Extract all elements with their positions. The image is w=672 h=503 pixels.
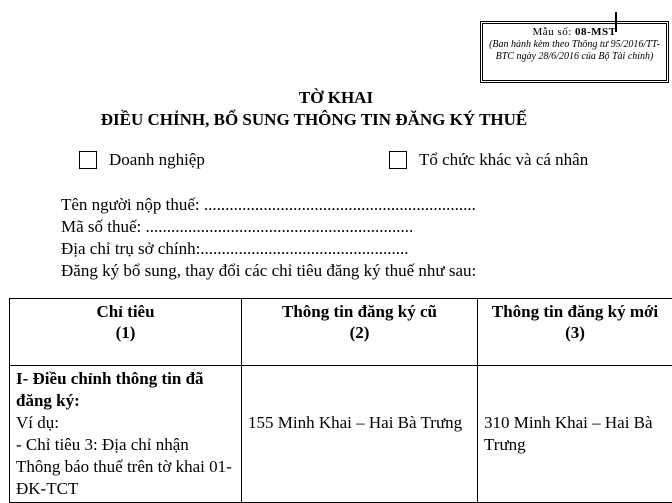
- example-label: Ví dụ:: [16, 412, 235, 434]
- taxpayer-name-field: Tên người nộp thuế: ................................................................: [61, 195, 476, 215]
- form-legal-note: (Ban hành kèm theo Thông tư 95/2016/TT-BTC ngày 28/6/2016 của Bộ Tài chính): [483, 39, 666, 63]
- form-code-value: 08-MST: [575, 26, 617, 38]
- tax-code-field: Mã số thuế: ...............................................................: [61, 217, 413, 237]
- option-enterprise[interactable]: [79, 150, 205, 170]
- enterprise-label: Doanh nghiệp: [109, 150, 205, 170]
- criteria-cell: [10, 366, 242, 503]
- old-value: 155 Minh Khai – Hai Bà Trưng: [248, 412, 471, 434]
- header-new-info: Thông tin đăng ký mới (3): [478, 299, 672, 366]
- other-checkbox[interactable]: [389, 151, 407, 169]
- form-code: [483, 25, 666, 39]
- new-value: 310 Minh Khai – Hai Bà Trưng: [484, 412, 666, 456]
- section-title: I- Điều chỉnh thông tin đã đăng ký:: [16, 368, 235, 412]
- example-item: - Chỉ tiêu 3: Địa chỉ nhận Thông báo thuế trên tờ khai 01-ĐK-TCT: [16, 434, 235, 500]
- document-title: TỜ KHAI: [0, 88, 672, 108]
- intro-text: Đăng ký bổ sung, thay đổi các chỉ tiêu đăng ký thuế như sau:: [61, 261, 476, 281]
- table-row: [10, 366, 672, 503]
- form-code-prefix: Mẫu số:: [533, 26, 572, 38]
- option-other[interactable]: [389, 150, 588, 170]
- enterprise-checkbox[interactable]: [79, 151, 97, 169]
- document-subtitle: ĐIỀU CHỈNH, BỔ SUNG THÔNG TIN ĐĂNG KÝ THUẾ: [0, 110, 628, 130]
- header-old-info: Thông tin đăng ký cũ (2): [242, 299, 478, 366]
- table-header-row: [10, 299, 672, 366]
- address-field: Địa chỉ trụ sở chính:.................................................: [61, 239, 409, 259]
- header-criteria: Chỉ tiêu (1): [10, 299, 242, 366]
- form-code-box: [482, 23, 667, 81]
- other-label: Tổ chức khác và cá nhân: [419, 150, 588, 170]
- new-info-cell: [478, 366, 672, 503]
- registration-table: [9, 298, 672, 503]
- old-info-cell: [242, 366, 478, 503]
